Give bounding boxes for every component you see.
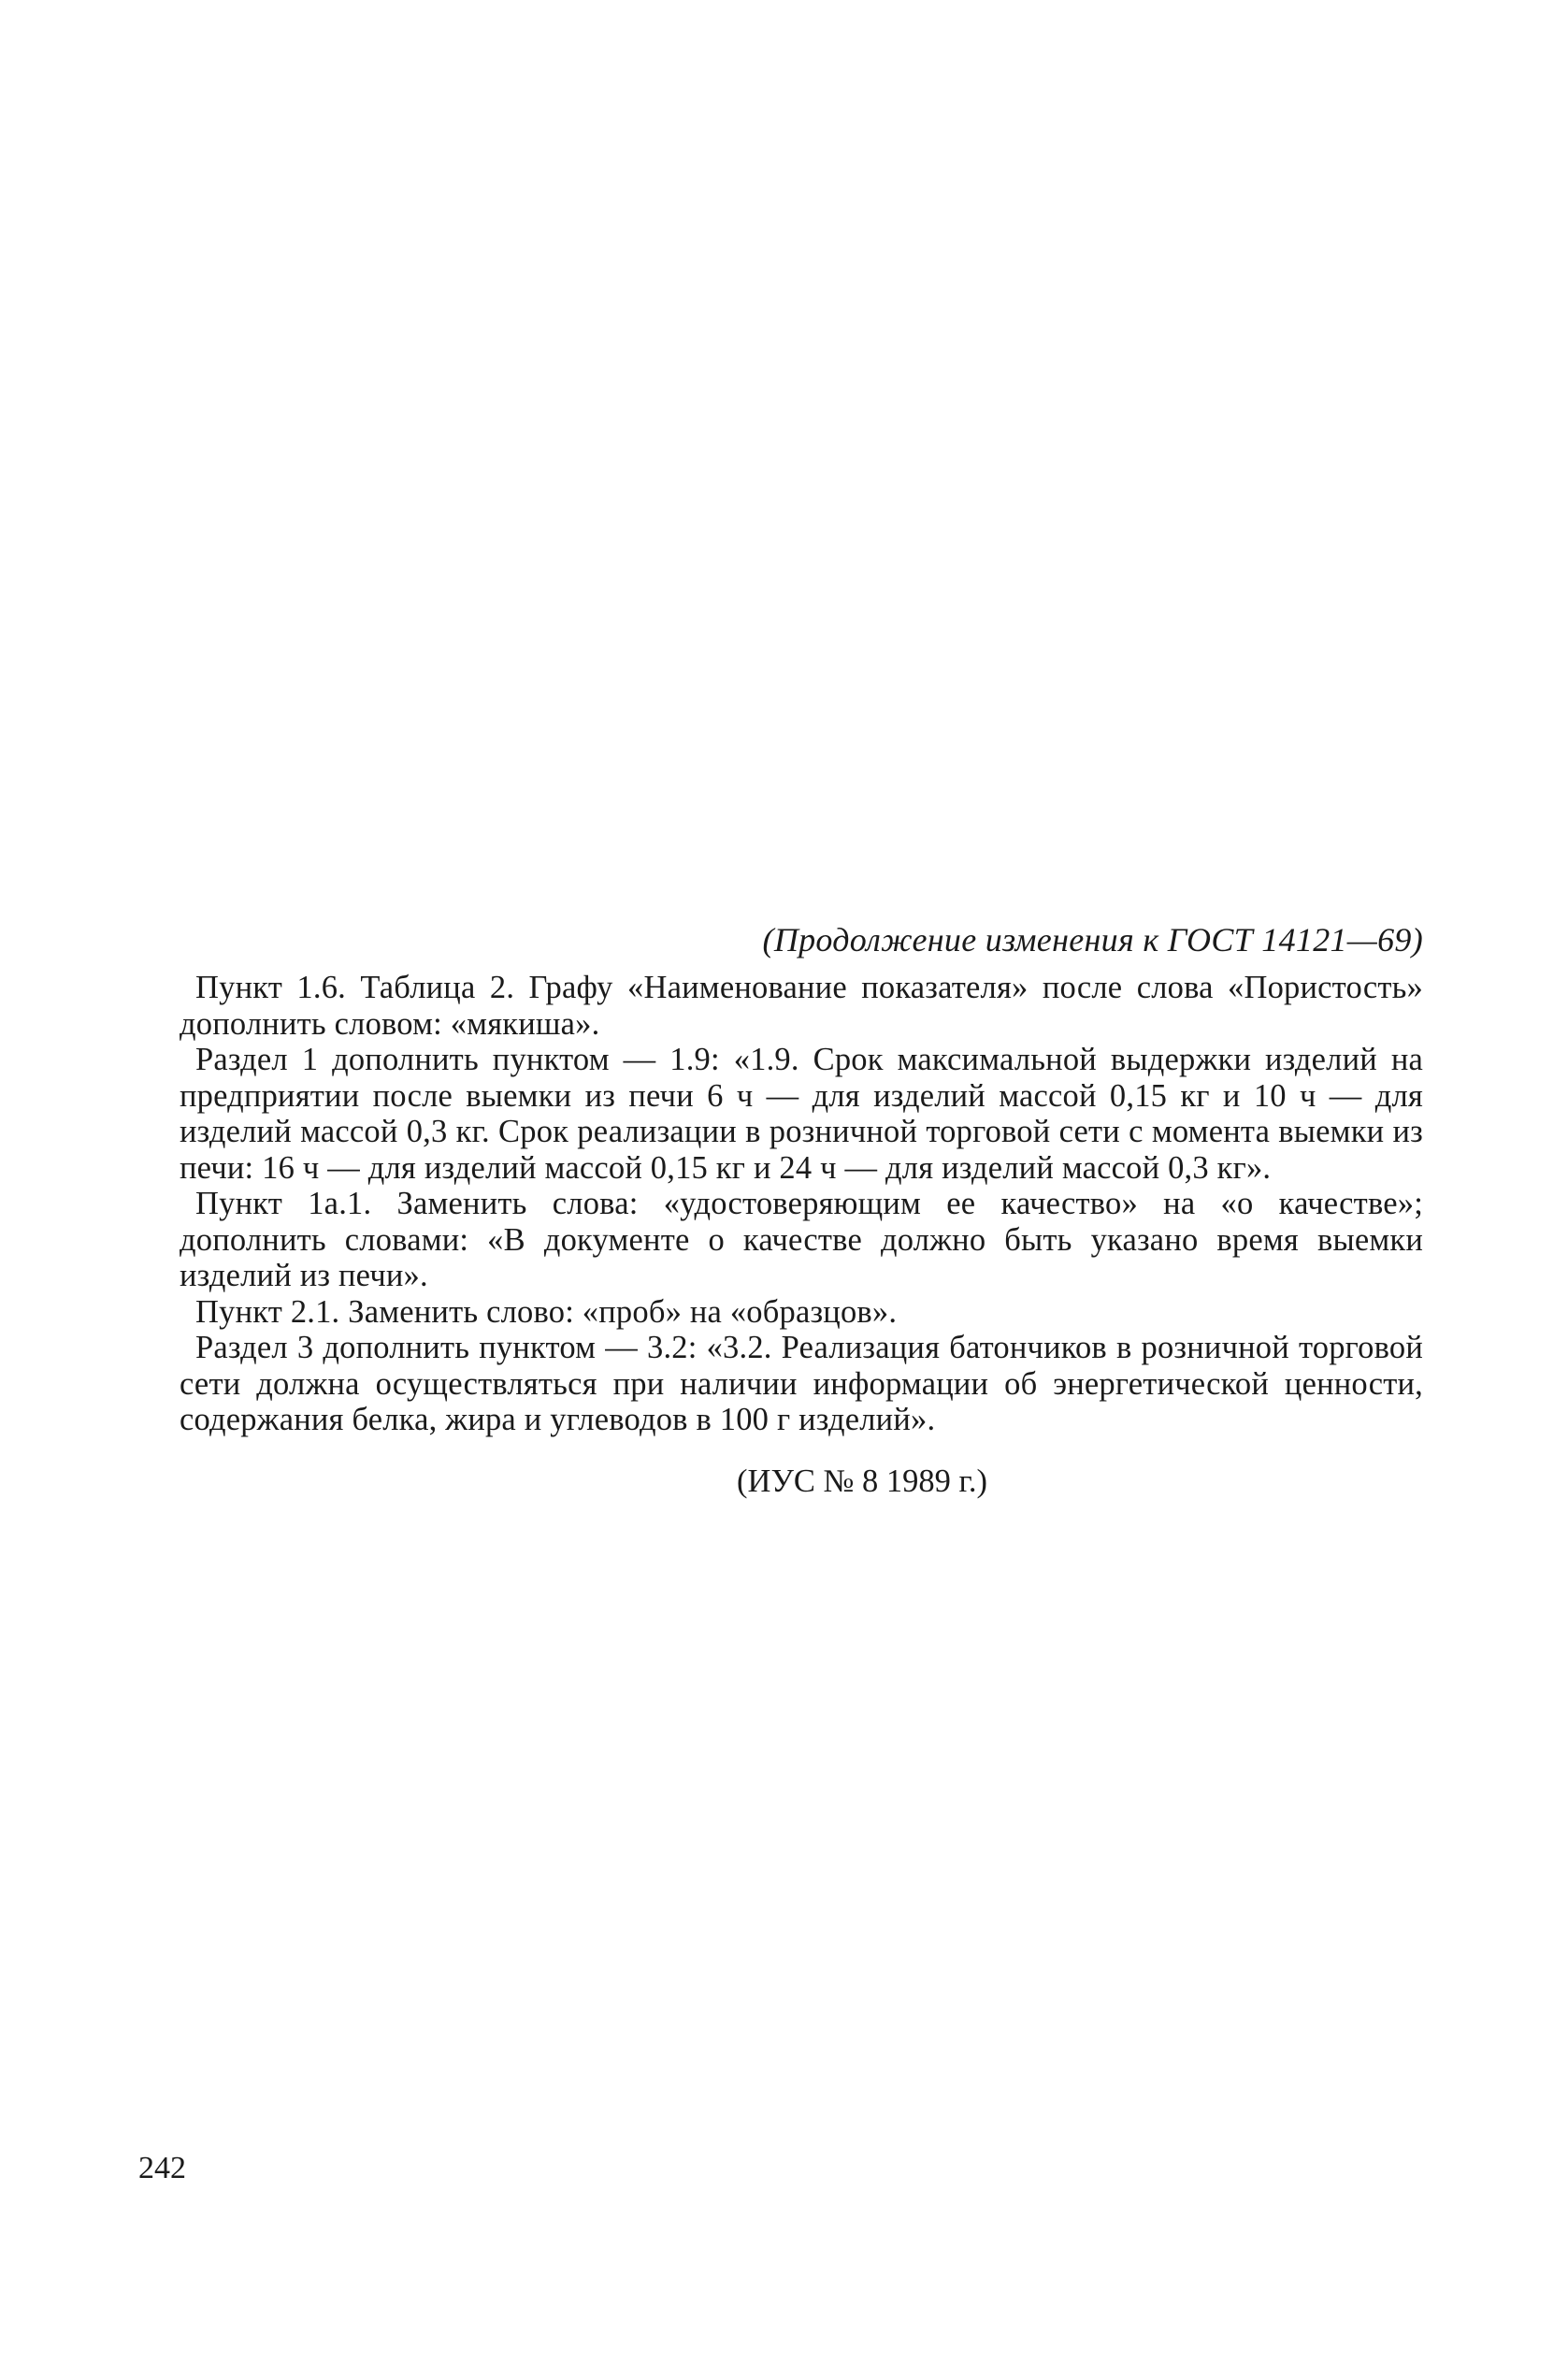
source-reference: (ИУС № 8 1989 г.) [737,1463,987,1499]
paragraph-section-1-9: Раздел 1 дополнить пунктом — 1.9: «1.9. Срок максимальной выдержки изделий на предприятии после выемки из печи 6 ч — для изделий массой 0,15 кг и 10 ч — для изделий массой 0,3 кг. Срок реализации в розничной торговой сети с момента выемки из печи: 16 ч — для изделий массой 0,15 кг и 24 ч — для изделий массой 0,3 кг». [180,1042,1423,1186]
page-number: 242 [138,2151,186,2185]
document-body [180,921,1423,1500]
paragraph-section-3-2: Раздел 3 дополнить пунктом — 3.2: «3.2. Реализация батончиков в розничной торговой сети должна осуществляться при наличии информации об энергетической ценности, содержания белка, жира и углеводов в 100 г изделий». [180,1330,1423,1437]
paragraph-item-1a-1: Пункт 1а.1. Заменить слова: «удостоверяющим ее качество» на «о качестве»; дополнить словами: «В документе о качестве должно быть указано время выемки изделий из печи». [180,1186,1423,1293]
paragraph-item-1-6: Пункт 1.6. Таблица 2. Графу «Наименование показателя» после слова «Пористость» дополнить словом: «мякиша». [180,970,1423,1042]
continuation-heading: (Продолжение изменения к ГОСТ 14121—69) [762,921,1423,959]
paragraph-item-2-1: Пункт 2.1. Заменить слово: «проб» на «образцов». [195,1293,898,1330]
